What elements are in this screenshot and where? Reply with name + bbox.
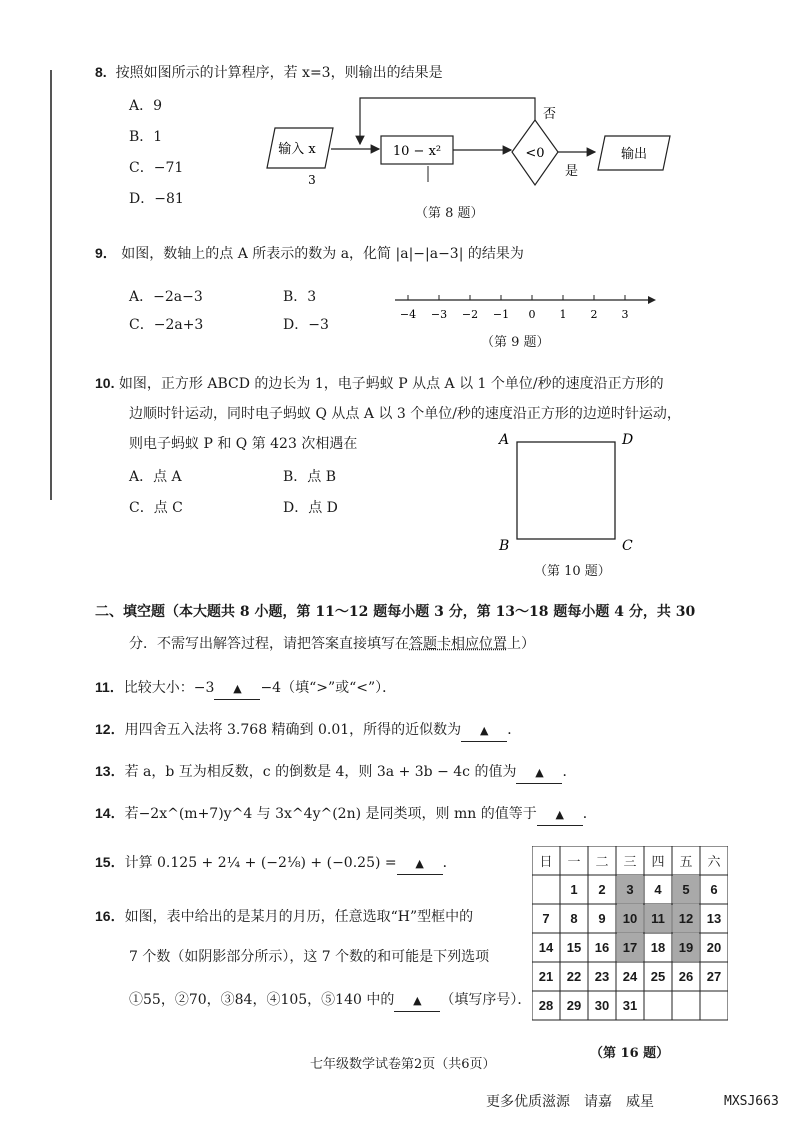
calendar-day-cell: 31 — [622, 997, 638, 1013]
q8-caption: （第 8 题） — [415, 206, 484, 221]
calendar-day-cell: 29 — [566, 997, 582, 1013]
calendar-weekday-header: 一 — [567, 854, 581, 870]
calendar-day-cell: 6 — [710, 881, 718, 897]
q16-line-1: 16．如图，表中给出的是某月的月历，任意选取“H”型框中的 — [95, 908, 474, 925]
q10-option-b: B．点 B — [283, 469, 337, 485]
q16-line-3: ①55，②70，③84，④105，⑤140 中的 ▲ （填写序号）． — [129, 990, 531, 1012]
calendar-day-cell: 19 — [673, 933, 699, 961]
calendar-day-cell: 7 — [542, 910, 550, 926]
calendar-day-cell: 10 — [617, 904, 643, 932]
number-line-tick-label: 2 — [590, 308, 598, 321]
label-d: D — [622, 432, 634, 448]
calendar-weekday-header: 六 — [707, 854, 721, 870]
calendar-day-cell: 28 — [538, 997, 554, 1013]
q9-option-d: D．−3 — [283, 317, 329, 333]
q14-answer-blank[interactable]: ▲ — [537, 805, 583, 826]
label-a: A — [499, 432, 510, 448]
number-line-tick-label: −1 — [492, 308, 510, 321]
q8-option-b: B．1 — [129, 129, 163, 145]
q8-option-d: D．−81 — [129, 191, 184, 207]
q9-option-a: A．−2a−3 — [129, 289, 203, 305]
q10-line-2: 边顺时针运动，同时电子蚂蚁 Q 从点 A 以 3 个单位/秒的速度沿正方形的边逆时针运动， — [129, 406, 681, 422]
calendar-day-cell: 13 — [706, 910, 722, 926]
number-line-tick-label: −4 — [399, 308, 417, 321]
flow-decision-label: <0 — [525, 146, 545, 161]
calendar-day-cell: 22 — [566, 968, 582, 984]
calendar-day-cell — [701, 991, 727, 1019]
flow-no-label: 否 — [543, 107, 557, 122]
q9-caption: （第 9 题） — [481, 335, 550, 350]
q14: 14．若−2x^(m+7)y^4 与 3x^4y^(2n) 是同类项，则 mn 的值等于 ▲ ． — [95, 803, 597, 826]
calendar-day-cell: 30 — [594, 997, 610, 1013]
q9-option-b: B．3 — [283, 289, 317, 305]
calendar-day-cell: 23 — [594, 968, 610, 984]
calendar-day-cell: 27 — [706, 968, 722, 984]
q12-answer-blank[interactable]: ▲ — [461, 721, 507, 742]
flow-yes-label: 是 — [565, 164, 579, 179]
q15-answer-blank[interactable]: ▲ — [397, 854, 443, 875]
number-line-tick-label: 3 — [621, 308, 629, 321]
q11-answer-blank[interactable]: ▲ — [214, 679, 260, 700]
q8-flowchart — [255, 90, 685, 210]
q13-answer-blank[interactable]: ▲ — [516, 763, 562, 784]
calendar-day-cell: 21 — [538, 968, 554, 984]
section-2-header-line-1: 二、填空题（本大题共 8 小题，第 11～12 题每小题 3 分，第 13～18 题每小题 4 分，共 30 — [95, 604, 696, 620]
calendar-day-cell: 9 — [598, 910, 606, 926]
calendar-day-cell: 20 — [706, 939, 722, 955]
q16-line-2: 7 个数（如阴影部分所示），这 7 个数的和可能是下列选项 — [129, 949, 490, 965]
q10-line-3: 则电子蚂蚁 P 和 Q 第 423 次相遇在 — [129, 436, 358, 452]
section-2-header-line-2: 分．不需写出解答过程，请把答案直接填写在答题卡相应位置上） — [129, 636, 535, 652]
document-code: MXSJ663 — [724, 1094, 779, 1109]
q11: 11．比较大小：−3 ▲ −4（填“>”或“<”）． — [95, 677, 396, 700]
calendar-day-cell: 2 — [598, 881, 606, 897]
q12: 12．用四舍五入法将 3.768 精确到 0.01，所得的近似数为 ▲ ． — [95, 719, 521, 742]
calendar-day-cell: 12 — [673, 904, 699, 932]
flow-output-label: 输出 — [620, 147, 648, 162]
number-line-tick-label: −2 — [461, 308, 479, 321]
q9-option-c: C．−2a+3 — [129, 317, 204, 333]
number-line-tick-label: −3 — [430, 308, 448, 321]
q10-option-d: D．点 D — [283, 500, 338, 516]
calendar-day-cell: 1 — [570, 881, 578, 897]
q8-option-a: A．9 — [129, 98, 163, 114]
square-abcd — [517, 442, 615, 539]
label-c: C — [622, 538, 633, 554]
label-b: B — [499, 538, 510, 554]
page-footer: 七年级数学试卷第2页（共6页） — [310, 1057, 496, 1072]
number-line-tick-label: 0 — [528, 308, 536, 321]
calendar-day-cell: 18 — [650, 939, 666, 955]
q8-stem: 8. 按照如图所示的计算程序，若 x=3，则输出的结果是 — [95, 64, 443, 81]
calendar-day-cell — [533, 875, 559, 903]
flow-input-note: 3 — [308, 173, 316, 187]
q10-option-c: C．点 C — [129, 500, 183, 516]
calendar-day-cell: 3 — [617, 875, 643, 903]
q13: 13．若 a，b 互为相反数，c 的倒数是 4，则 3a + 3b − 4c 的值为 ▲ ． — [95, 761, 576, 784]
calendar-day-cell: 14 — [538, 939, 554, 955]
calendar-day-cell — [673, 991, 699, 1019]
calendar-day-cell: 11 — [645, 904, 671, 932]
q8-option-c: C．−71 — [129, 160, 184, 176]
calendar-day-cell: 15 — [566, 939, 582, 955]
q10-line-1: 10. 如图，正方形 ABCD 的边长为 1，电子蚂蚁 P 从点 A 以 1 个单位/秒的速度沿正方形的 — [95, 375, 664, 392]
flow-process-label: 10 − x² — [392, 144, 442, 159]
calendar-weekday-header: 日 — [539, 854, 553, 870]
calendar-day-cell: 25 — [650, 968, 666, 984]
number-line-tick-label: 1 — [559, 308, 567, 321]
calendar-weekday-header: 五 — [679, 854, 693, 870]
calendar-weekday-header: 二 — [595, 854, 609, 870]
q9-number-line — [390, 288, 660, 328]
calendar-day-cell: 8 — [570, 910, 578, 926]
calendar-day-cell: 24 — [622, 968, 638, 984]
calendar-weekday-header: 四 — [651, 854, 665, 870]
q10-caption: （第 10 题） — [534, 564, 611, 579]
q16-caption: （第 16 题） — [590, 1046, 670, 1061]
q10-square-figure — [495, 430, 645, 555]
calendar-day-cell: 17 — [617, 933, 643, 961]
calendar-table — [532, 846, 728, 1022]
q16-answer-blank[interactable]: ▲ — [394, 991, 440, 1012]
binding-margin-line — [50, 70, 52, 500]
calendar-day-cell: 16 — [594, 939, 610, 955]
calendar-day-cell: 4 — [654, 881, 662, 897]
flow-loop-back — [360, 98, 535, 144]
calendar-day-cell — [645, 991, 671, 1019]
q15: 15．计算 0.125 + 2¼ + (−2⅛) + (−0.25) = ▲ ． — [95, 852, 457, 875]
calendar-day-cell: 26 — [678, 968, 694, 984]
watermark-text: 更多优质滋源 请嘉 威星 — [486, 1094, 654, 1110]
calendar-day-cell: 5 — [673, 875, 699, 903]
flow-input-label: 输入 x — [278, 142, 316, 157]
calendar-weekday-header: 三 — [623, 854, 637, 870]
q9-stem: 9． 如图，数轴上的点 A 所表示的数为 a，化简 |a|−|a−3| 的结果为 — [95, 245, 524, 262]
q10-option-a: A．点 A — [129, 469, 182, 485]
